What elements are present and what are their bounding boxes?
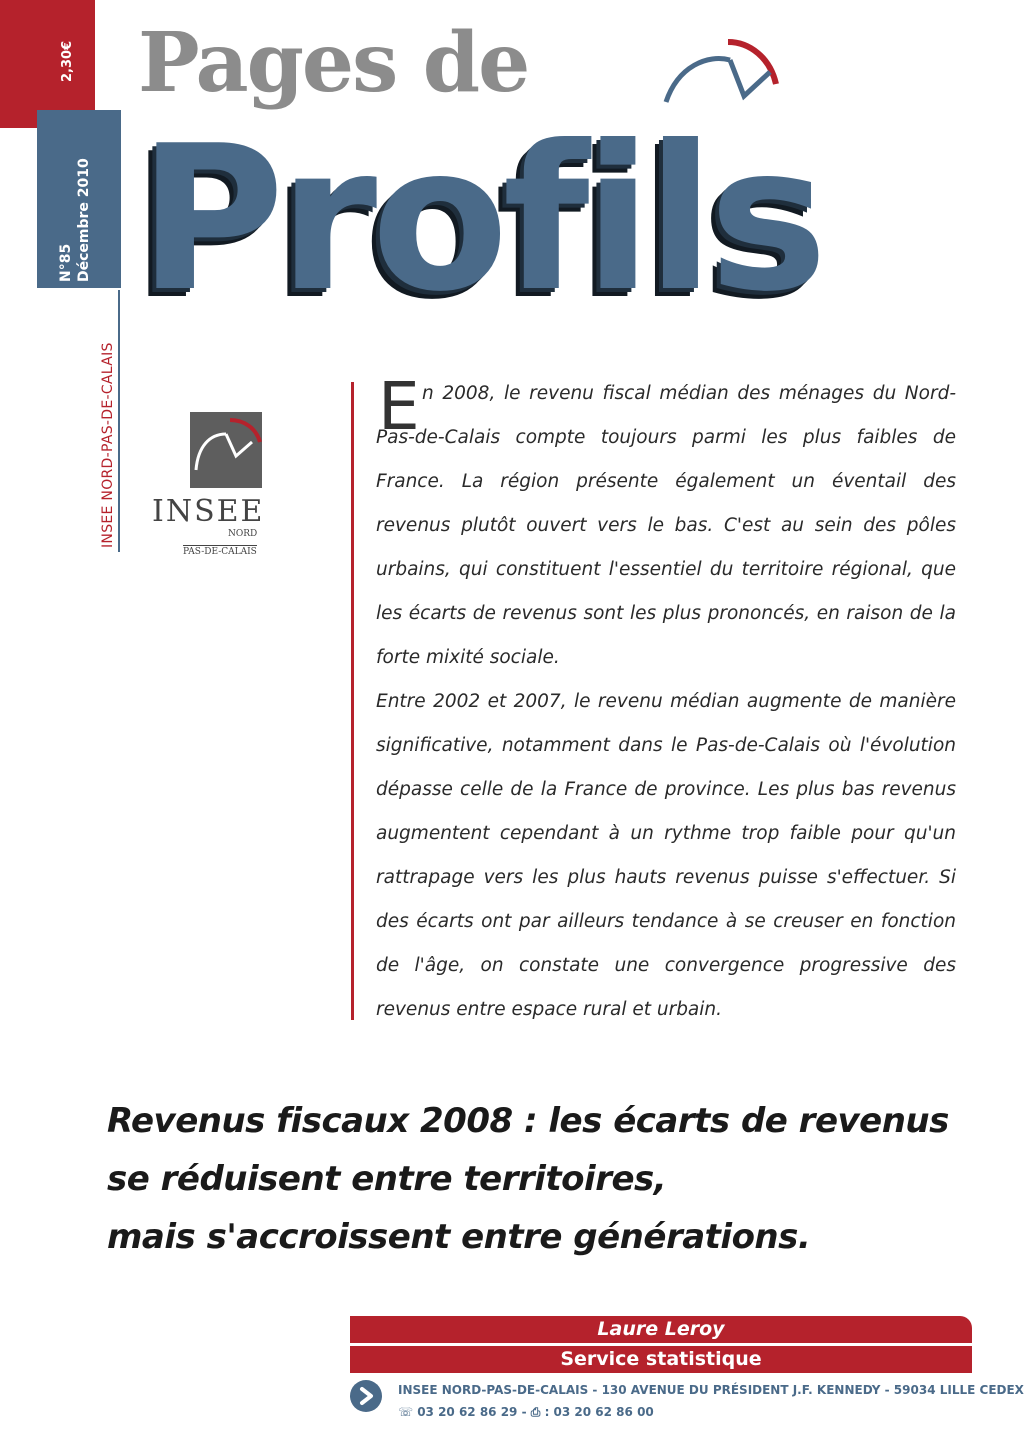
service-name: Service statistique [350, 1346, 972, 1373]
fax-icon: ⎙ [530, 1405, 541, 1419]
price-banner [0, 0, 95, 128]
issue-date: Décembre 2010 [76, 158, 92, 282]
insee-logo-line2: PAS-DE-CALAIS [183, 547, 257, 557]
summary-paragraph-1: n 2008, le revenu fiscal médian des ménages du Nord-Pas-de-Calais compte toujours parmi les plus faibles de France. La région présente également un éventail des revenus plutôt ouvert vers le bas. C'est au sein des pôles urbains, qui constituent l'essentiel du territoire régional, que les écarts de revenus sont les plus prononcés, en raison de la forte mixité sociale. [376, 383, 956, 668]
contact-phones: ☏ 03 20 62 86 29 - ⎙ : 03 20 62 86 00 [398, 1405, 654, 1419]
price-label: 2,30€ [60, 40, 75, 82]
fax-number: : 03 20 62 86 00 [544, 1405, 654, 1419]
headline [107, 1092, 949, 1266]
headline-line-3: mais s'accroissent entre générations. [107, 1217, 811, 1257]
summary-paragraph-2: Entre 2002 et 2007, le revenu médian augmente de manière significative, notamment dans le Pas-de-Calais où l'évolution dépasse celle de la France de province. Les plus bas revenus augmentent cependant à un rythme trop faible pour qu'un rattrapage vers les plus hauts revenus puisse s'effectuer. Si des écarts ont par ailleurs tendance à se creuser en fonction de l'âge, on constate une convergence progressive des revenus entre espace rural et urbain. [376, 691, 956, 1020]
series-title-small: Pages de [138, 15, 529, 111]
arrow-right-icon [350, 1380, 382, 1412]
author-name: Laure Leroy [350, 1316, 972, 1343]
insee-logo-icon [190, 412, 262, 488]
summary-divider [351, 382, 354, 1020]
insee-logo-line1: NORD [228, 529, 258, 539]
contact-address: INSEE NORD-PAS-DE-CALAIS - 130 AVENUE DU PRÉSIDENT J.F. KENNEDY - 59034 LILLE CEDEX [398, 1383, 1024, 1397]
side-organization: INSEE NORD-PAS-DE-CALAIS [100, 342, 116, 548]
phone-number: 03 20 62 86 29 [417, 1405, 518, 1419]
side-divider [118, 290, 120, 552]
series-title-big: Profils [138, 103, 822, 336]
phone-icon: ☏ [398, 1405, 414, 1419]
issue-info [57, 158, 93, 282]
masthead-logo-icon [658, 36, 780, 110]
dropcap: E [378, 368, 420, 445]
issue-number: N°85 [58, 243, 74, 282]
headline-line-2: se réduisent entre territoires, [107, 1159, 667, 1199]
headline-line-1: Revenus fiscaux 2008 : les écarts de revenus [107, 1101, 949, 1141]
insee-logo-name: INSEE [152, 494, 265, 529]
